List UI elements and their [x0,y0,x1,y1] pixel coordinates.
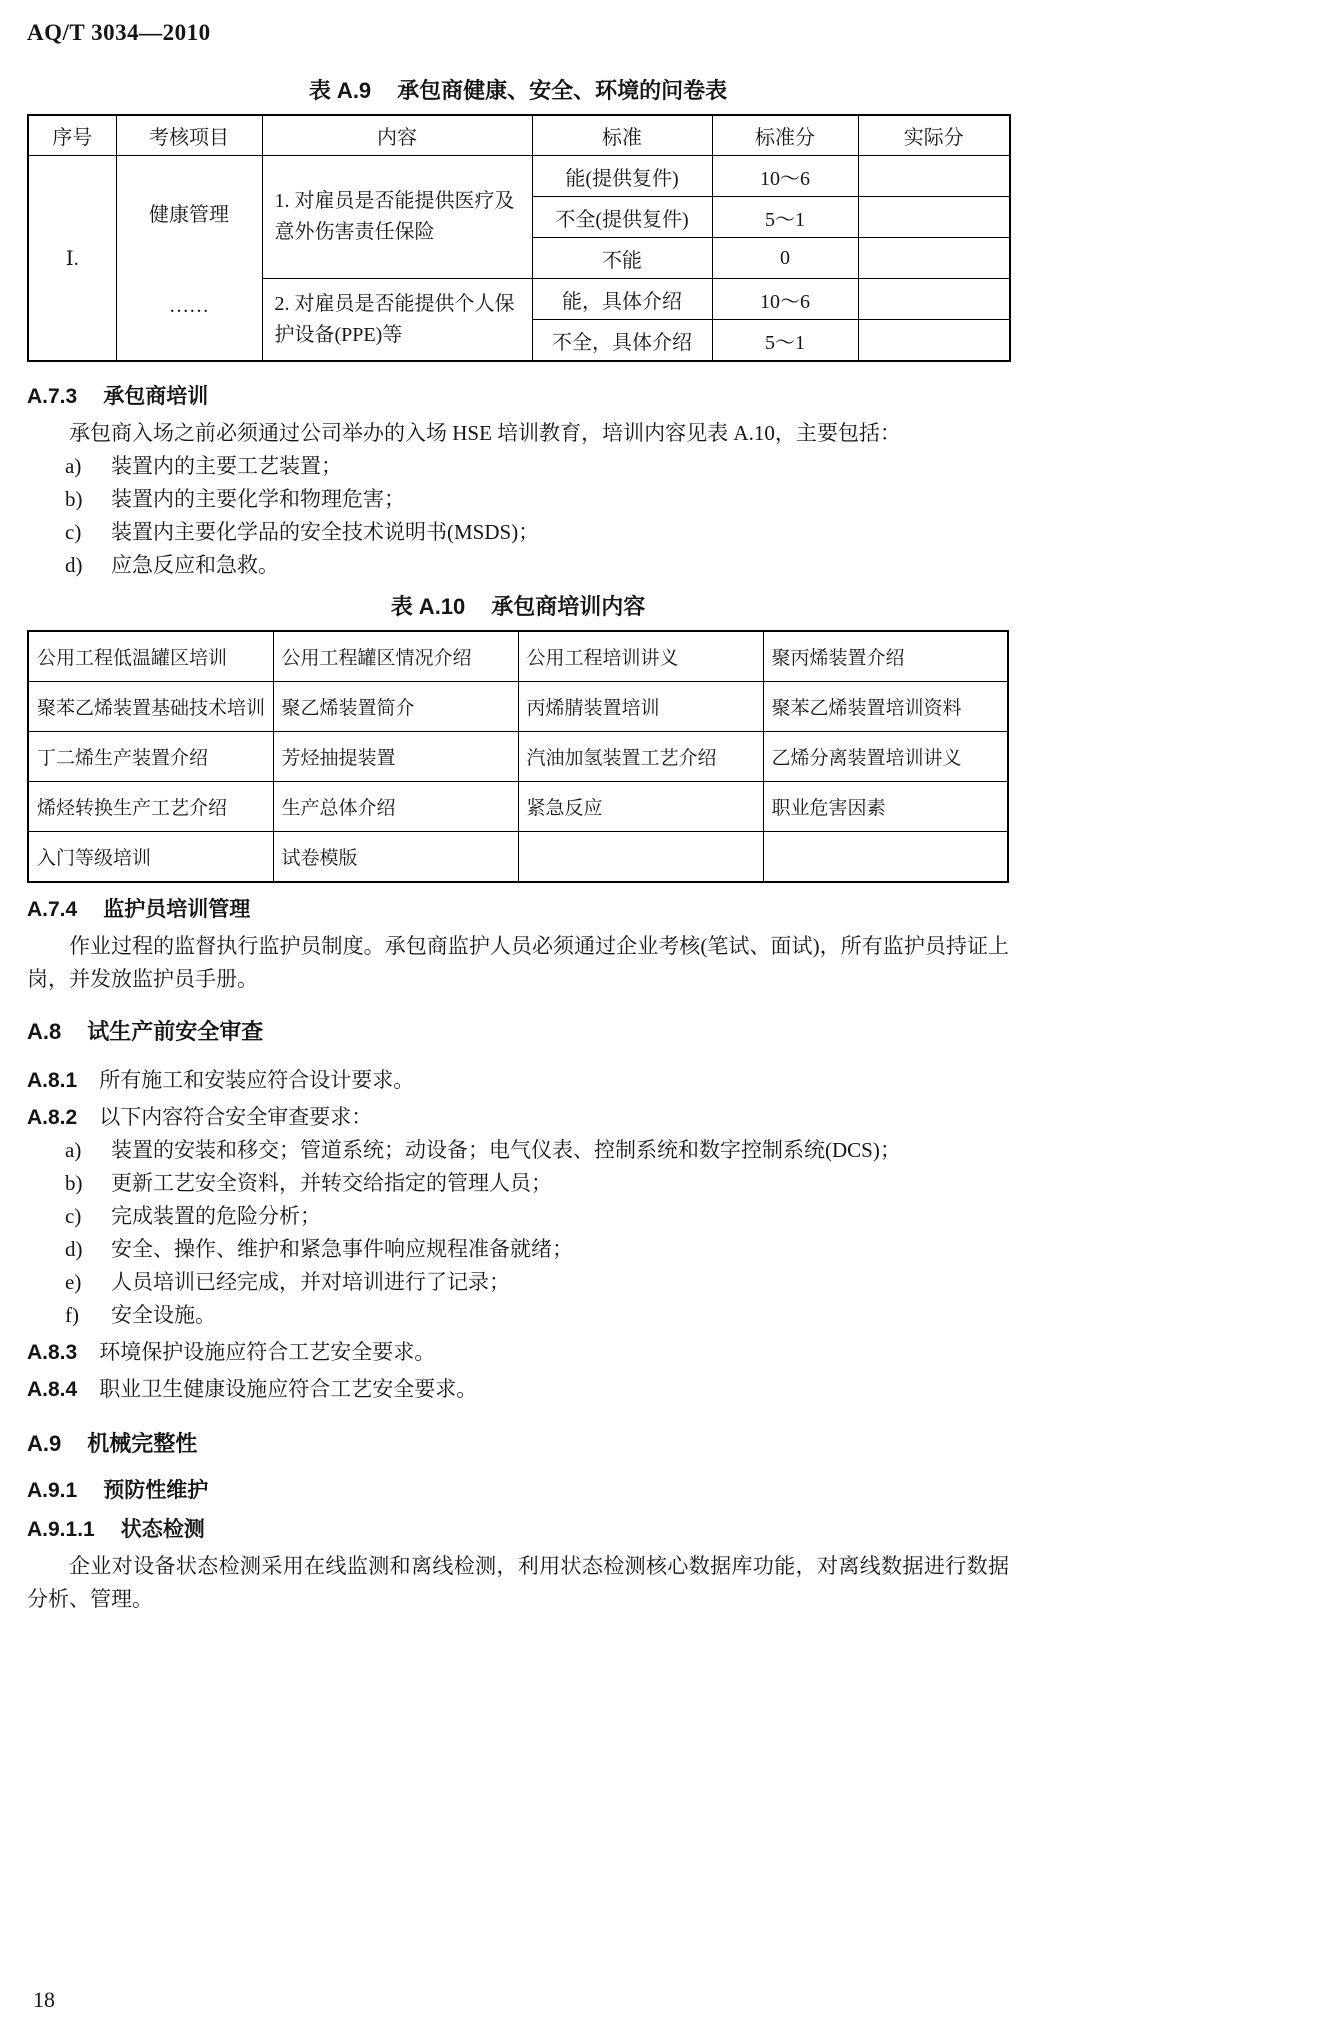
table-cell: 试卷模版 [273,832,518,883]
table-cell: 乙烯分离装置培训讲义 [763,732,1008,782]
table-cell: 丙烯腈装置培训 [518,682,763,732]
heading-title: 监护员培训管理 [103,898,251,921]
list-label: d) [65,553,83,577]
heading-title: 试生产前安全审查 [87,1019,264,1044]
list-item-a [27,450,1009,483]
list-text: 完成装置的危险分析； [111,1204,321,1228]
table-cell: 聚苯乙烯装置基础技术培训 [28,682,273,732]
table-cell: 职业危害因素 [763,782,1008,832]
table-cell [763,832,1008,883]
heading-number: A.7.4 [27,898,78,921]
clause-text: 所有施工和安装应符合设计要求。 [99,1068,415,1092]
list-item-b [27,1167,1009,1200]
cell-actual-score [858,238,1010,279]
heading-a-9-1 [27,1474,1009,1507]
clause-a-8-3 [27,1336,1009,1369]
list-label: f) [65,1303,79,1327]
table-a9-label: 表 A.9 [308,78,372,103]
list-item-f [27,1299,1009,1332]
list-label: b) [65,487,83,511]
table-cell: 烯烃转换生产工艺介绍 [28,782,273,832]
cell-actual-score [858,197,1010,238]
list-label: c) [65,520,82,544]
table-cell: 公用工程低温罐区培训 [28,631,273,682]
cell-standard-score: 10～6 [712,156,858,197]
table-row [28,832,1008,883]
page-number: 18 [33,1987,55,2012]
table-cell: 公用工程培训讲义 [518,631,763,682]
table-cell: 入门等级培训 [28,832,273,883]
list-a73 [27,450,1009,582]
table-row [28,682,1008,732]
heading-title: 预防性维护 [103,1479,209,1502]
list-item-b [27,483,1009,516]
cell-standard-score: 5～1 [712,320,858,362]
heading-number: A.8 [27,1019,62,1044]
heading-a-7-4 [27,893,1009,926]
heading-number: A.9 [27,1431,62,1456]
assess-item-top: 健康管理 [149,204,229,226]
list-label: d) [65,1237,83,1261]
list-item-d [27,549,1009,582]
table-cell: 汽油加氢装置工艺介绍 [518,732,763,782]
clause-a-8-2 [27,1101,1009,1134]
table-cell: 聚苯乙烯装置培训资料 [763,682,1008,732]
column-header-serial: 序号 [28,115,116,156]
heading-a-7-3 [27,380,1009,413]
cell-content-2: 2. 对雇员是否能提供个人保护设备(PPE)等 [262,279,532,362]
list-item-c [27,516,1009,549]
table-a9 [27,114,1011,362]
heading-a-9-1-1 [27,1513,1009,1546]
list-label: a) [65,1138,82,1162]
heading-title: 承包商培训 [103,385,209,408]
table-a10 [27,630,1009,883]
cell-actual-score [858,279,1010,320]
column-header-standard-score: 标准分 [712,115,858,156]
clause-text: 以下内容符合安全审查要求： [99,1105,373,1129]
list-item-c [27,1200,1009,1233]
heading-number: A.7.3 [27,385,78,408]
table-a10-title-text: 承包商培训内容 [491,594,646,619]
heading-a-8 [27,1014,1009,1050]
cell-actual-score [858,320,1010,362]
document-content [27,0,1009,1616]
list-text: 应急反应和急救。 [111,553,279,577]
cell-assess-item [116,156,262,362]
list-text: 更新工艺安全资料，并转交给指定的管理人员； [111,1171,552,1195]
table-row [28,156,1010,197]
table-cell: 芳烃抽提装置 [273,732,518,782]
cell-standard: 不能 [532,238,712,279]
cell-standard: 不全(提供复件) [532,197,712,238]
list-label: a) [65,454,82,478]
list-text: 装置内主要化学品的安全技术说明书(MSDS)； [111,520,540,544]
cell-serial: Ⅰ. [28,156,116,362]
table-a10-title [27,592,1009,622]
paragraph-a73-intro: 承包商入场之前必须通过公司举办的入场 HSE 培训教育，培训内容见表 A.10，主要包括： [69,421,901,445]
heading-number: A.9.1 [27,1479,78,1502]
table-cell: 公用工程罐区情况介绍 [273,631,518,682]
list-text: 安全设施。 [111,1303,216,1327]
list-label: b) [65,1171,83,1195]
assess-item-bottom: …… [169,295,209,317]
table-row [28,782,1008,832]
cell-standard-score: 0 [712,238,858,279]
cell-actual-score [858,156,1010,197]
column-header-standard: 标准 [532,115,712,156]
clause-number: A.8.1 [27,1069,78,1092]
cell-standard: 能(提供复件) [532,156,712,197]
table-cell: 聚丙烯装置介绍 [763,631,1008,682]
list-item-a [27,1134,1009,1167]
table-a9-title [27,76,1009,106]
table-a10-label: 表 A.10 [390,594,466,619]
column-header-item: 考核项目 [116,115,262,156]
list-text: 安全、操作、维护和紧急事件响应规程准备就绪； [111,1237,573,1261]
list-text: 人员培训已经完成，并对培训进行了记录； [111,1270,510,1294]
cell-standard: 能，具体介绍 [532,279,712,320]
cell-standard-score: 10～6 [712,279,858,320]
table-a9-title-text: 承包商健康、安全、环境的问卷表 [397,78,728,103]
table-cell: 聚乙烯装置简介 [273,682,518,732]
clause-number: A.8.2 [27,1106,78,1129]
table-row [28,732,1008,782]
table-row [28,631,1008,682]
heading-title: 状态检测 [120,1518,205,1541]
list-label: c) [65,1204,82,1228]
assess-item-wrap [117,164,262,352]
table-cell: 丁二烯生产装置介绍 [28,732,273,782]
list-text: 装置内的主要化学和物理危害； [111,487,405,511]
table-cell: 紧急反应 [518,782,763,832]
list-label: e) [65,1270,82,1294]
column-header-content: 内容 [262,115,532,156]
list-item-e [27,1266,1009,1299]
paragraph-a74-body: 作业过程的监督执行监护员制度。承包商监护人员必须通过企业考核(笔试、面试)，所有监护员持证上岗，并发放监护员手册。 [27,934,1009,991]
heading-number: A.9.1.1 [27,1518,95,1541]
table-a9-header-row [28,115,1010,156]
clause-number: A.8.3 [27,1341,78,1364]
list-a82 [27,1134,1009,1332]
cell-standard: 不全，具体介绍 [532,320,712,362]
clause-a-8-4 [27,1373,1009,1406]
cell-standard-score: 5～1 [712,197,858,238]
clause-a-8-1 [27,1064,1009,1097]
clause-text: 环境保护设施应符合工艺安全要求。 [99,1340,436,1364]
list-text: 装置的安装和移交；管道系统；动设备；电气仪表、控制系统和数字控制系统(DCS)； [111,1138,901,1162]
cell-content-1: 1. 对雇员是否能提供医疗及意外伤害责任保险 [262,156,532,279]
list-text: 装置内的主要工艺装置； [111,454,342,478]
paragraph-a911-body: 企业对设备状态检测采用在线监测和离线检测，利用状态检测核心数据库功能，对离线数据进行数据分析、管理。 [27,1554,1009,1611]
clause-text: 职业卫生健康设施应符合工艺安全要求。 [99,1377,478,1401]
heading-title: 机械完整性 [87,1431,198,1456]
table-cell [518,832,763,883]
list-item-d [27,1233,1009,1266]
table-cell: 生产总体介绍 [273,782,518,832]
heading-a-9 [27,1426,1009,1462]
column-header-actual-score: 实际分 [858,115,1010,156]
clause-number: A.8.4 [27,1378,78,1401]
standard-number-header: AQ/T 3034—2010 [27,20,211,45]
